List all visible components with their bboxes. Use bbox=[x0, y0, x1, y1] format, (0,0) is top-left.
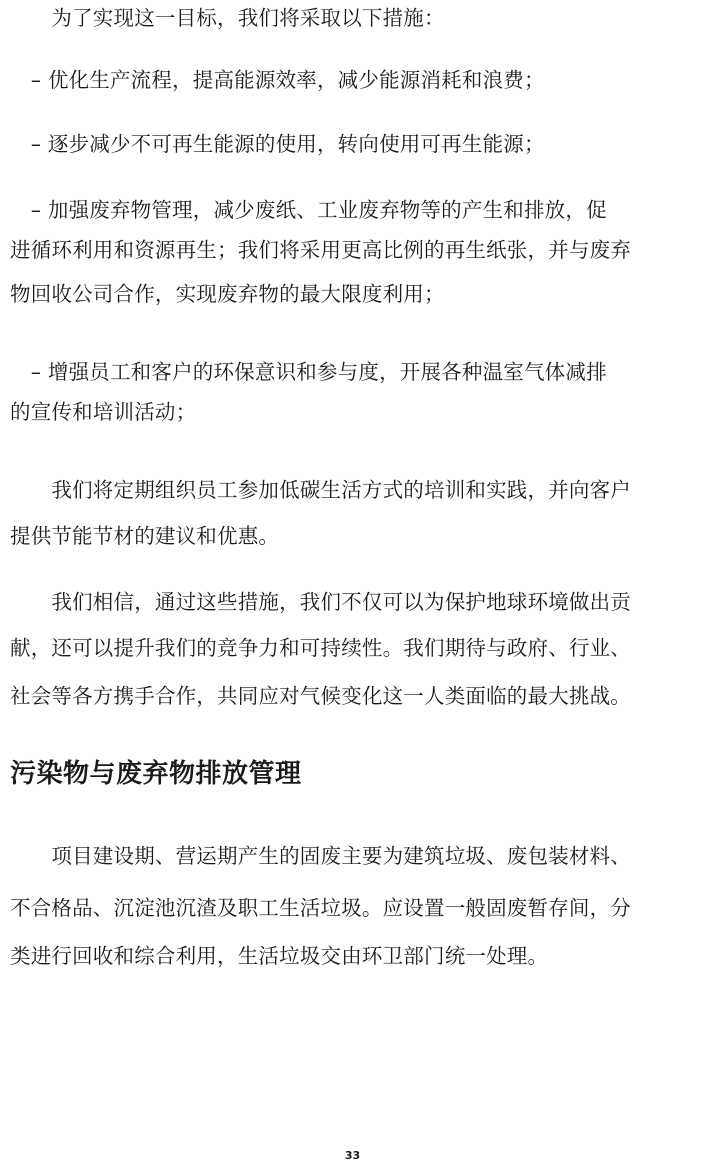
bullet-line: – 增强员工和客户的环保意识和参与度，开展各种温室气体减排 bbox=[10, 360, 607, 384]
paragraph-line: 献，还可以提升我们的竞争力和可持续性。我们期待与政府、行业、 bbox=[10, 636, 631, 660]
bullet-line: – 逐步减少不可再生能源的使用，转向使用可再生能源； bbox=[10, 132, 545, 156]
bullet-line: – 加强废弃物管理，减少废纸、工业废弃物等的产生和排放，促 bbox=[10, 198, 607, 222]
bullet-line-continuation: 物回收公司合作，实现废弃物的最大限度利用； bbox=[10, 282, 445, 306]
paragraph-line: 提供节能节材的建议和优惠。 bbox=[10, 524, 280, 548]
bullet-line: – 优化生产流程，提高能源效率，减少能源消耗和浪费； bbox=[10, 68, 545, 92]
section-heading: 污染物与废弃物排放管理 bbox=[10, 759, 302, 789]
paragraph-line: 社会等各方携手合作，共同应对气候变化这一人类面临的最大挑战。 bbox=[10, 684, 631, 708]
paragraph-line: 我们将定期组织员工参加低碳生活方式的培训和实践，并向客户 bbox=[10, 478, 631, 502]
paragraph-line: 不合格品、沉淀池沉渣及职工生活垃圾。应设置一般固废暂存间，分 bbox=[10, 896, 631, 920]
page-number: 33 bbox=[344, 1149, 361, 1162]
bullet-line-continuation: 进循环利用和资源再生；我们将采用更高比例的再生纸张，并与废弃 bbox=[10, 238, 631, 262]
paragraph-line: 我们相信，通过这些措施，我们不仅可以为保护地球环境做出贡 bbox=[10, 590, 631, 614]
bullet-line-continuation: 的宣传和培训活动； bbox=[10, 400, 197, 424]
paragraph-line: 项目建设期、营运期产生的固废主要为建筑垃圾、废包装材料、 bbox=[10, 844, 631, 868]
paragraph-line: 为了实现这一目标，我们将采取以下措施： bbox=[10, 6, 445, 30]
paragraph-line: 类进行回收和综合利用，生活垃圾交由环卫部门统一处理。 bbox=[10, 944, 549, 968]
